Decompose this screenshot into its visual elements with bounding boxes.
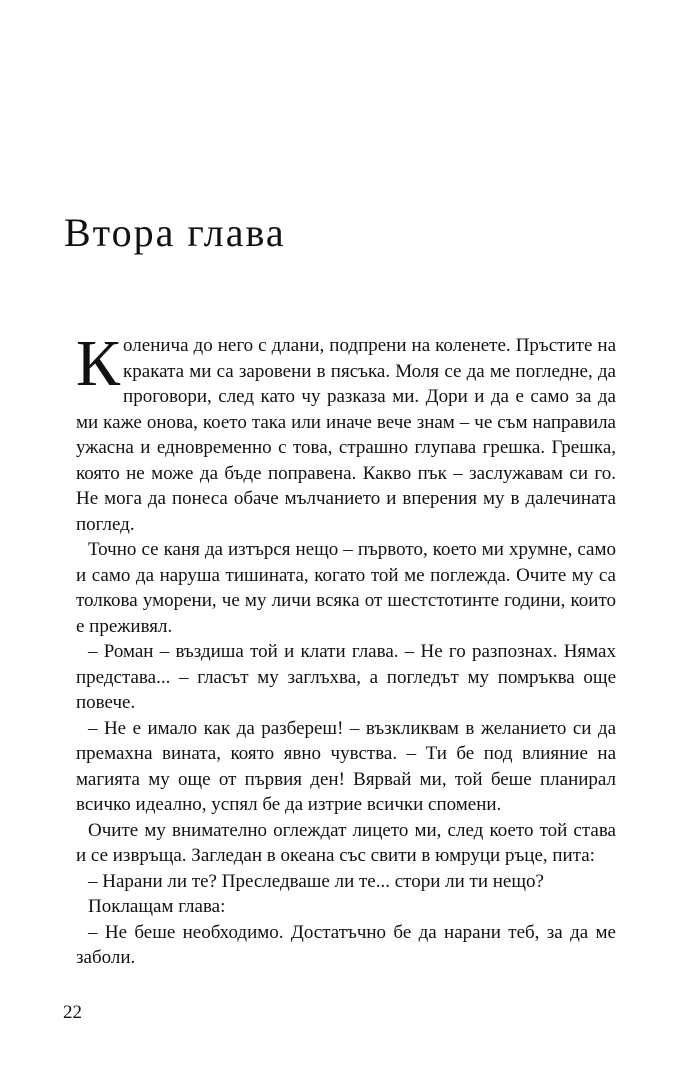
paragraph-5: Очите му внимателно оглеждат лицето ми, след което той става и се извръща. Загледан в океана със свити в юмруци ръце, пита: xyxy=(76,819,616,866)
paragraph-1 xyxy=(76,327,616,537)
paragraph-4: – Не е имало как да разбереш! – възкликвам в желанието си да премахна вината, която явно чувства. – Ти бе под влияние на магията му още от първия ден! Вярвай ми, той беше планирал всичко идеално, успял бе да изтрие всички спомени. xyxy=(76,717,616,815)
paragraph-3: – Роман – въздиша той и клати глава. – Не го разпознах. Нямах представа... – гласът му заглъхва, а погледът му помръква още повече. xyxy=(76,641,616,713)
paragraph-2: Точно се каня да изтърся нещо – първото, което ми хрумне, само и само да наруша тишината, когато той ме поглежда. Очите му са толкова уморени, че му личи всяка от шестстотинте години, които е преживял. xyxy=(76,539,616,637)
page-number: 22 xyxy=(63,1002,82,1023)
paragraph-text: оленича до него с длани, подпрени на коленете. Пръстите на краката ми са заровени в пясъка. Моля се да ме погледне, да проговори, след като чу разказа ми. Дори и да е само за да ми каже онова, което така или иначе вече знам – че съм направила ужасна и едновременно с това, страшно глупава грешка. Грешка, която не може да бъде поправена. Какво пък – заслужавам си го. Не мога да понеса обаче мълчанието и вперения му в далечината поглед. xyxy=(76,335,616,535)
paragraph-7: Поклащам глава: xyxy=(88,896,226,917)
paragraph-8: – Не беше необходимо. Достатъчно бе да нарани теб, за да ме заболи. xyxy=(76,921,616,968)
body-text xyxy=(76,327,616,971)
drop-cap: К xyxy=(76,327,121,400)
chapter-title: Втора глава xyxy=(64,210,286,255)
paragraph-6: – Нарани ли те? Преследваше ли те... стори ли ти нещо? xyxy=(88,870,544,892)
